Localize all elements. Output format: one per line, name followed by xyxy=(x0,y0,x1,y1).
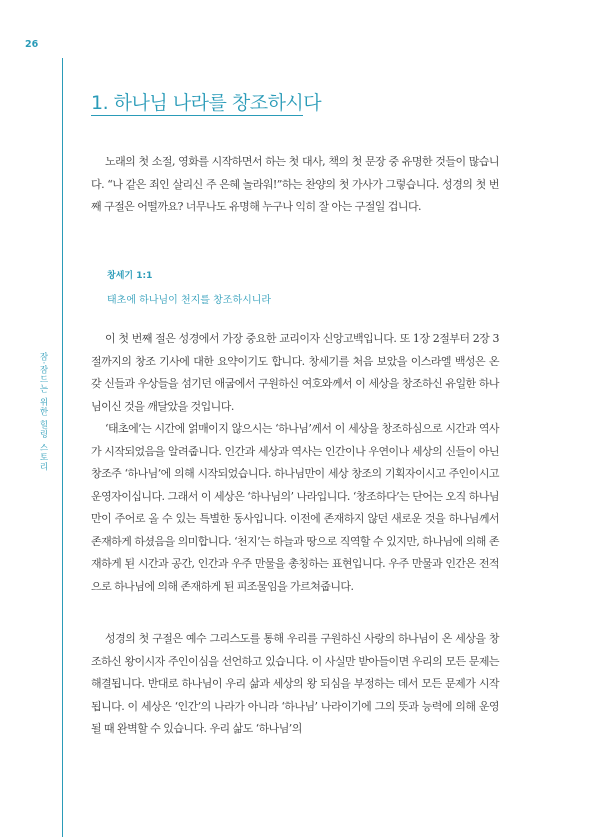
title-underline xyxy=(91,115,303,116)
side-running-title: 잠·잠드는 위한 힐링 스토리 xyxy=(38,352,48,472)
scripture-quote: 태초에 하나님이 천지를 창조하시니라 xyxy=(107,295,272,306)
page-number: 26 xyxy=(25,39,39,50)
body-paragraph-1: 이 첫 번째 절은 성경에서 가장 중요한 교리이자 신앙고백입니다. 또 1장 2절부터 2장 3절까지의 창조 기사에 대한 요약이기도 합니다. 창세기를 처음 보았을 이스라엘 백성은 온갖 신들과 우상들을 섬기던 애굽에서 구원하신 여호와께서 이 세상을 창조하신 유일한 하나님이신 것을 깨달았을 것입니다. xyxy=(91,332,499,413)
intro-paragraph: 노래의 첫 소절, 영화를 시작하면서 하는 첫 대사, 책의 첫 문장 중 유명한 것들이 많습니다. “나 같은 죄인 살리신 주 은혜 놀라워!”하는 찬양의 첫 가사가 그렇습니다. 성경의 첫 번째 구절은 어떨까요? 너무나도 유명해 누구나 익히 잘 아는 구절일 겁니다. xyxy=(91,155,499,213)
margin-rule xyxy=(62,58,63,837)
body-paragraph-3: 성경의 첫 구절은 예수 그리스도를 통해 우리를 구원하신 사랑의 하나님이 온 세상을 창조하신 왕이시자 주인이심을 선언하고 있습니다. 이 사실만 받아들이면 우리의 모든 문제는 해결됩니다. 반대로 하나님이 우리 삶과 세상의 왕 되심을 부정하는 데서 모든 문제가 시작됩니다. 이 세상은 ‘인간’의 나라가 아니라 ‘하나님’ 나라이기에 그의 뜻과 능력에 의해 운영될 때 완벽할 수 있습니다. 우리 삶도 ‘하나님’의 xyxy=(91,632,499,735)
body-paragraph-2: ‘태초에’는 시간에 얽매이지 않으시는 ‘하나님’께서 이 세상을 창조하심으로 시간과 역사가 시작되었음을 알려줍니다. 인간과 세상과 역사는 인간이나 우연이나 세상의 신들이 아닌 창조주 ‘하나님’에 의해 시작되었습니다. 하나님만이 세상 창조의 기획자이시고 주인이시고 운영자이십니다. 그래서 이 세상은 ‘하나님의’ 나라입니다. ‘창조하다’는 단어는 오직 하나님만이 주어로 올 수 있는 특별한 동사입니다. 이전에 존재하지 않던 새로운 것을 하나님께서 존재하게 하셨음을 의미합니다. ‘천지’는 하늘과 땅으로 직역할 수 있지만, 하나님에 의해 존재하게 된 시간과 공간, 인간과 우주 만물을 총칭하는 표현입니다. 우주 만물과 인간은 전적으로 하나님에 의해 존재하게 된 피조물임을 가르쳐줍니다. xyxy=(91,422,499,593)
scripture-reference: 창세기 1:1 xyxy=(107,271,153,281)
chapter-title: 1. 하나님 나라를 창조하시다 xyxy=(91,92,322,114)
